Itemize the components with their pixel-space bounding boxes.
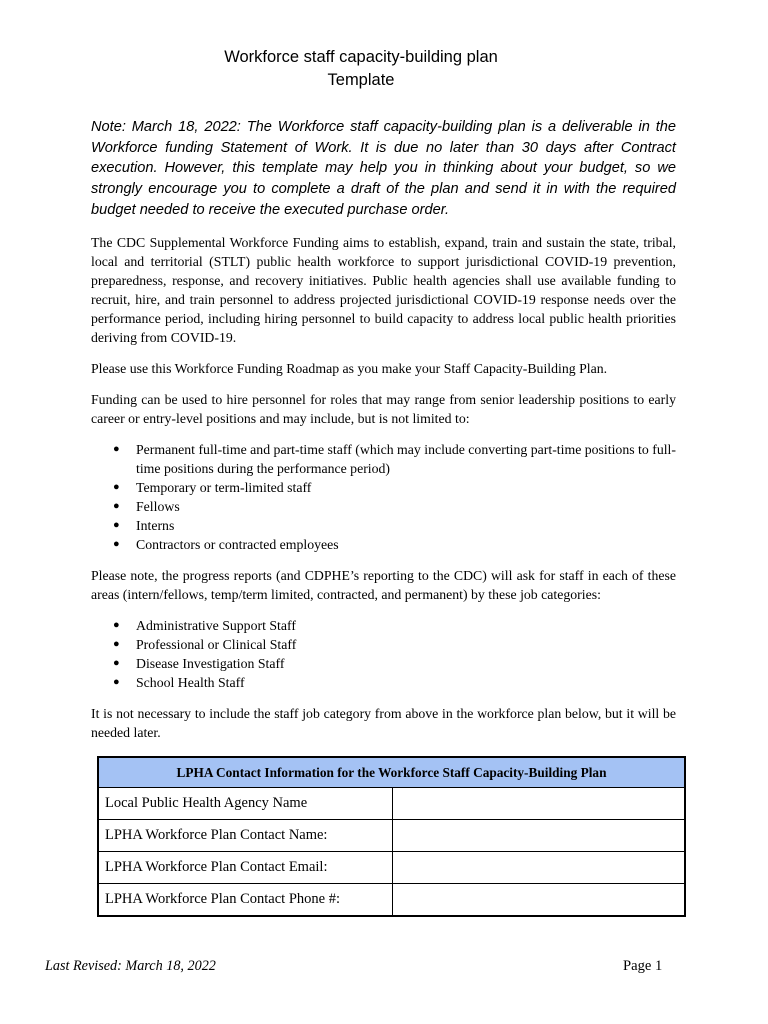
list-item: ● Professional or Clinical Staff <box>113 636 297 652</box>
list-item: ● Temporary or term-limited staff <box>113 479 312 495</box>
bullet-icon: ● <box>113 499 120 512</box>
contact-email-label: LPHA Workforce Plan Contact Email: <box>98 852 393 884</box>
table-row <box>98 852 685 884</box>
contact-info-table <box>97 756 686 917</box>
category-list <box>91 616 676 692</box>
table-header: LPHA Contact Information for the Workforce Staff Capacity-Building Plan <box>98 757 685 788</box>
list-item: ● Interns <box>113 517 175 533</box>
agency-name-label: Local Public Health Agency Name <box>98 788 393 820</box>
bullet-icon: ● <box>113 656 120 669</box>
agency-name-field[interactable] <box>393 788 686 820</box>
table-row <box>98 884 685 917</box>
contact-phone-field[interactable] <box>393 884 686 917</box>
list-item: ● Administrative Support Staff <box>113 617 296 633</box>
bullet-icon: ● <box>113 618 120 631</box>
funding-paragraph: Funding can be used to hire personnel for roles that may range from senior leadership positions to early career or entry-level positions and may include, but is not limited to: <box>91 391 676 426</box>
bullet-icon: ● <box>113 480 120 493</box>
progress-paragraph: Please note, the progress reports (and CDPHE’s reporting to the CDC) will ask for staff in each of these areas (intern/fellows, temp/term limited, contracted, and permanent) by these job categories: <box>91 567 676 602</box>
role-list <box>91 440 676 554</box>
bullet-icon: ● <box>113 518 120 531</box>
contact-email-field[interactable] <box>393 852 686 884</box>
document-body <box>91 117 676 754</box>
contact-name-label: LPHA Workforce Plan Contact Name: <box>98 820 393 852</box>
table-header-row <box>98 757 685 788</box>
list-item: ● Permanent full-time and part-time staff (which may include converting part-time positions to full-time positions during the performance period) <box>113 441 676 476</box>
bullet-icon: ● <box>113 637 120 650</box>
table-row <box>98 788 685 820</box>
roadmap-paragraph: Please use this Workforce Funding Roadmap as you make your Staff Capacity-Building Plan. <box>91 360 608 376</box>
list-item: ● Fellows <box>113 498 180 514</box>
note-paragraph: Note: March 18, 2022: The Workforce staff capacity-building plan is a deliverable in the Workforce funding Statement of Work. It is due no later than 30 days after Contract execution. However, this template may help you in thinking about your budget, so we strongly encourage you to complete a draft of the plan and send it in with the required budget needed to receive the executed purchase order. <box>91 119 676 218</box>
last-revised-footer: Last Revised: March 18, 2022 <box>45 958 216 974</box>
table-row <box>98 820 685 852</box>
page-number: Page 1 <box>623 958 663 974</box>
title-line-2: Template <box>327 71 395 89</box>
list-item: ● Disease Investigation Staff <box>113 655 285 671</box>
list-item: ● Contractors or contracted employees <box>113 536 339 552</box>
bullet-icon: ● <box>113 537 120 550</box>
document-title <box>0 46 722 92</box>
list-item: ● School Health Staff <box>113 674 245 690</box>
bullet-icon: ● <box>113 442 120 455</box>
contact-phone-label: LPHA Workforce Plan Contact Phone #: <box>98 884 393 917</box>
contact-name-field[interactable] <box>393 820 686 852</box>
bullet-icon: ● <box>113 675 120 688</box>
intro-paragraph: The CDC Supplemental Workforce Funding aims to establish, expand, train and sustain the state, tribal, local and territorial (STLT) public health workforce to support jurisdictional COVID-19 prevention, preparedness, response, and recovery initiatives. Public health agencies shall use available funding to recruit, hire, and train personnel to address projected jurisdictional COVID-19 response needs over the performance period, including hiring personnel to build capacity to address local public health priorities deriving from COVID-19. <box>91 234 676 345</box>
title-line-1: Workforce staff capacity-building plan <box>224 48 498 66</box>
closing-paragraph: It is not necessary to include the staff job category from above in the workforce plan below, but it will be needed later. <box>91 705 676 740</box>
